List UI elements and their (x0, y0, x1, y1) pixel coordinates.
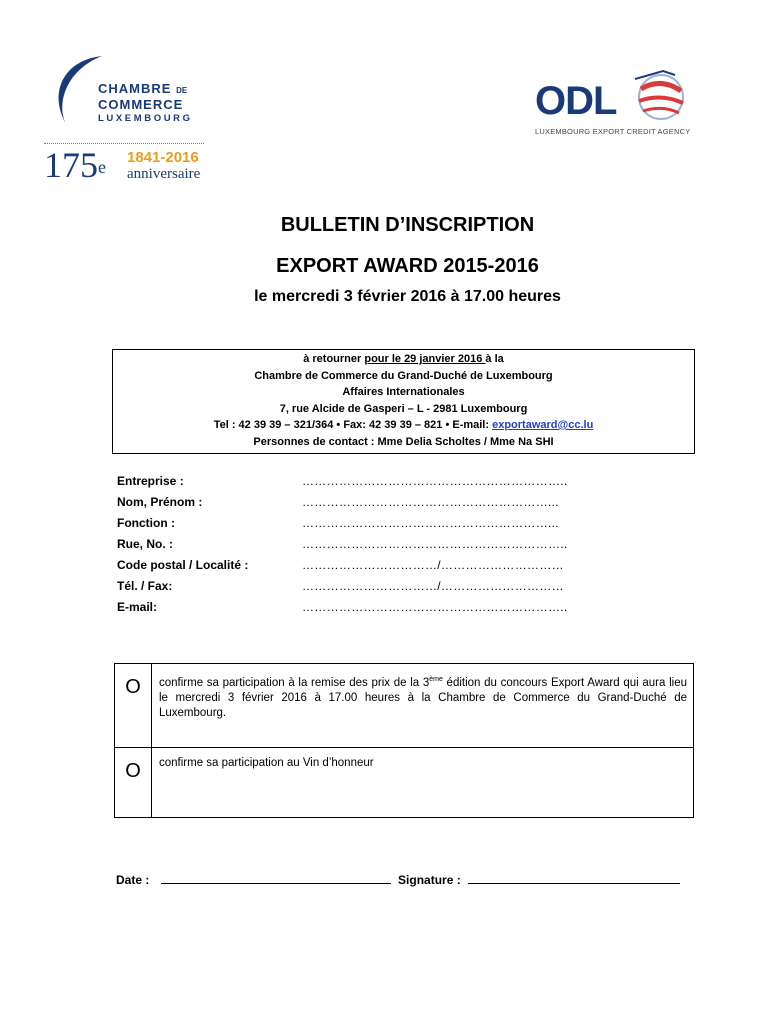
date-blank[interactable] (161, 872, 391, 884)
field-blank[interactable]: ……………………………/………………………… (302, 579, 564, 593)
cc-logo-line3: LUXEMBOURG (98, 113, 193, 124)
department-name: Affaires Internationales (342, 386, 465, 398)
cc-logo-line1-small: DE (176, 86, 188, 95)
vin-honneur-option-text: confirme sa participation au Vin d’honneur (152, 748, 694, 818)
chambre-de-commerce-logo (44, 52, 214, 187)
award-text-part1: confirme sa participation à la remise des prix de la 3 (159, 676, 430, 689)
cc-logo-number: 175 (44, 145, 98, 185)
document-title: BULLETIN D’INSCRIPTION (280, 214, 535, 236)
field-blank[interactable]: ……………………………………………………... (302, 495, 559, 509)
option-row-vin (115, 748, 694, 818)
cc-logo-line2: COMMERCE (98, 97, 184, 112)
odl-logo-subtitle: LUXEMBOURG EXPORT CREDIT AGENCY (535, 127, 691, 136)
award-option-text (152, 664, 694, 748)
participation-options (114, 663, 694, 818)
cc-logo-line1: CHAMBRE (98, 81, 172, 96)
return-address-box (112, 349, 695, 454)
return-prefix: à retourner (303, 353, 365, 365)
cc-logo-sup: e (98, 157, 106, 177)
field-label: E-mail: (117, 600, 158, 614)
field-label: Code postal / Localité : (117, 558, 249, 572)
field-blank[interactable]: ……………………………………………………….. (302, 537, 568, 551)
odl-logo-name: ODL (535, 79, 617, 123)
cc-logo-175 (44, 146, 106, 184)
contact-numbers (113, 417, 694, 434)
field-label: Rue, No. : (117, 537, 173, 551)
globe-icon (623, 67, 693, 127)
phone-fax-text: Tel : 42 39 39 – 321/364 • Fax: 42 39 39 – 821 • E-mail: (213, 419, 493, 431)
field-blank[interactable]: ……………………………………………………... (302, 516, 559, 530)
field-label: Fonction : (117, 516, 175, 530)
award-text-part2: édition du concours Export Award qui aura lieu le mercredi 3 février 2016 à 17.00 heures à la Chambre de Commerce du Grand-Duché de Luxembourg. (159, 676, 687, 719)
street-address: 7, rue Alcide de Gasperi – L - 2981 Luxembourg (279, 402, 528, 415)
vin-honneur-checkbox[interactable]: O (115, 748, 152, 818)
date-signature-line (116, 872, 680, 887)
signature-label: Signature : (398, 873, 461, 887)
event-date: le mercredi 3 février 2016 à 17.00 heures (254, 288, 561, 305)
cc-logo-years: 1841-2016 (127, 149, 199, 166)
cc-logo-text (98, 82, 193, 126)
field-blank[interactable]: ……………………………/………………………… (302, 558, 564, 572)
signature-blank[interactable] (468, 872, 680, 884)
award-text-sup: ème (429, 676, 443, 683)
date-label: Date : (116, 873, 150, 887)
event-title: EXPORT AWARD 2015-2016 (276, 255, 539, 277)
cc-logo-anniversary: anniversaire (127, 166, 201, 182)
organization-name: Chambre de Commerce du Grand-Duché de Luxembourg (254, 369, 553, 382)
return-deadline-date: pour le 29 janvier 2016 (364, 353, 486, 365)
award-checkbox[interactable]: O (115, 664, 152, 748)
contact-persons: Personnes de contact : Mme Delia Scholtes / Mme Na SHI (253, 435, 554, 448)
odl-logo (535, 75, 705, 145)
email-link[interactable]: exportaward@cc.lu (492, 419, 594, 431)
field-blank[interactable]: ……………………………………………………….. (302, 474, 568, 488)
cc-logo-divider (44, 143, 204, 144)
field-label: Tél. / Fax: (117, 579, 173, 593)
return-deadline (113, 351, 694, 368)
field-blank[interactable]: ……………………………………………………….. (302, 600, 568, 614)
field-label: Entreprise : (117, 474, 184, 488)
field-label: Nom, Prénom : (117, 495, 203, 509)
option-row-award (115, 664, 694, 748)
cc-logo-arc-icon (44, 52, 104, 152)
return-suffix: à la (485, 353, 504, 365)
